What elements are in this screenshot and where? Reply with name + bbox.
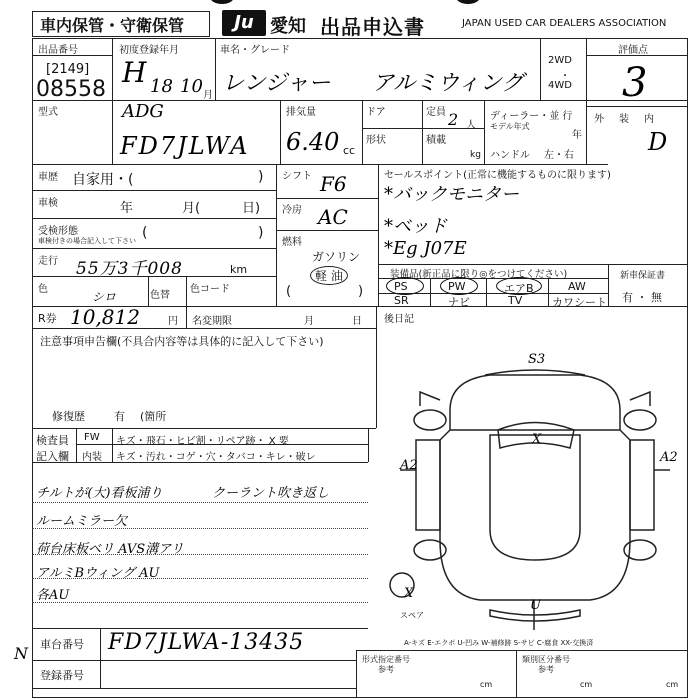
remark-4: アルミBウィング AU xyxy=(36,566,160,581)
history-label: 車歴 xyxy=(38,172,58,183)
wheel-rl xyxy=(414,540,446,560)
model-prefix: ADG xyxy=(122,101,164,122)
sales-point-1: *バックモニター xyxy=(384,184,519,205)
logo-mark-text: Ju xyxy=(234,12,254,33)
exterior-label: 外 xyxy=(594,114,604,125)
remark-right: クーラント吹き返し xyxy=(212,486,330,501)
inspection-month: 月( xyxy=(182,201,201,216)
model-code: FD7JLWA xyxy=(120,132,250,160)
recycle-label: 受検形態 xyxy=(38,226,78,237)
r-label: R券 xyxy=(38,312,57,325)
reg-label: 登録番号 xyxy=(40,669,84,682)
chassis-value: FD7JLWA-13435 xyxy=(108,630,305,655)
sales-point-3: *Eg J07E xyxy=(384,238,467,259)
load-label: 積載 xyxy=(426,135,446,146)
model-year-unit: 年 xyxy=(572,130,582,141)
equip-sr: SR xyxy=(394,294,409,307)
equip-navi: ナビ xyxy=(448,296,470,309)
change-month: 月 xyxy=(304,316,314,327)
handle-options: 左・右 xyxy=(544,150,574,161)
fuel-label: 燃料 xyxy=(282,237,302,248)
color-code-label: 色コード xyxy=(190,284,230,295)
inspection-year: 年 xyxy=(120,201,134,216)
dim-2: cm xyxy=(580,680,593,689)
score-label: 評価点 xyxy=(618,45,648,56)
side-panel-right xyxy=(630,440,654,530)
storage-label: 車内保管・守衛保管 xyxy=(40,16,185,35)
repair-value: 有 xyxy=(114,410,125,423)
lot-label: 出品番号 xyxy=(38,45,78,56)
color-value: シロ xyxy=(92,290,117,304)
damage-right: A2 xyxy=(660,450,678,465)
r-value: 10,812 xyxy=(70,305,140,329)
color-label: 色 xyxy=(38,284,48,295)
equip-leather: カワシート xyxy=(552,296,607,309)
dealer-label: ディーラー・並 行 xyxy=(490,111,573,122)
side-panel-left xyxy=(416,440,440,530)
fw-items: キズ・飛石・ヒビ割・リペア跡・ X 要 xyxy=(116,436,289,447)
damage-left: A2 xyxy=(400,458,418,473)
inspection-day: 日) xyxy=(242,201,261,216)
shape-label: 形状 xyxy=(366,135,386,146)
class-sub: 参考 xyxy=(538,665,554,674)
score-value: 3 xyxy=(622,60,648,106)
wheel-fl xyxy=(414,410,446,430)
body-outline xyxy=(440,430,630,600)
damage-top: S3 xyxy=(528,352,546,367)
displacement-value: 6.40 xyxy=(286,128,340,156)
circle-airbag xyxy=(496,277,542,295)
shift-value: F6 xyxy=(320,172,347,196)
lot-bracket: [2149] xyxy=(46,62,90,77)
mileage-label: 走行 xyxy=(38,256,58,267)
logo-mark xyxy=(222,10,266,36)
history-close: ) xyxy=(258,169,264,185)
repair-label: 修復歴 xyxy=(52,410,85,423)
interior-label: 装 xyxy=(619,114,629,125)
repair-place: (箇所 xyxy=(140,410,167,423)
capacity-unit: 人 xyxy=(466,120,476,131)
damage-bottom: U xyxy=(530,598,541,613)
damage-legend: A-キズ E-エクボ U-凹み W-補修跡 S-サビ C-腐食 XX-交換済 xyxy=(404,639,594,647)
displacement-label: 排気量 xyxy=(286,107,316,118)
circle-pw xyxy=(440,277,478,295)
remark-1: チルトが(大)看板浦り xyxy=(36,486,163,501)
model-cert-sub: 参考 xyxy=(378,665,394,674)
recycle-paren-close: ) xyxy=(258,225,264,241)
mileage-unit: km xyxy=(230,263,248,276)
interior-points-label: 内 xyxy=(644,114,654,125)
bed-outline xyxy=(490,435,580,560)
first-reg-year: 18 xyxy=(150,76,173,97)
first-reg-label: 初度登録年月 xyxy=(119,45,179,56)
class-label: 類別区分番号 xyxy=(522,655,570,664)
color-change-label: 色替 xyxy=(150,290,170,301)
handle-label: ハンドル xyxy=(490,150,530,161)
sales-point-2: *ベッド xyxy=(384,216,447,237)
logo-text: 愛知 xyxy=(270,16,306,37)
fuel-paren-close: ) xyxy=(358,284,364,299)
first-reg-month: 10 xyxy=(180,76,203,97)
ac-label: 冷房 xyxy=(282,205,302,216)
equip-tv: TV xyxy=(508,294,523,307)
change-day: 日 xyxy=(352,316,362,327)
association-name: JAPAN USED CAR DEALERS ASSOCIATION xyxy=(462,18,667,29)
punch-hole-left xyxy=(210,0,234,4)
equip-ps: PS xyxy=(394,280,408,293)
model-label: 型式 xyxy=(38,107,58,118)
load-unit: kg xyxy=(470,150,481,160)
inspector-label-2: 記入欄 xyxy=(36,450,69,463)
lot-number: 08558 xyxy=(36,77,106,102)
int-label: 内装 xyxy=(82,452,102,463)
capacity-value: 2 xyxy=(448,110,459,129)
remark-2: ルームミラー欠 xyxy=(36,514,128,529)
warranty-label: 新車保証書 xyxy=(620,271,666,281)
side-mark: N xyxy=(14,644,28,663)
r-unit: 円 xyxy=(168,316,178,327)
ac-value: AC xyxy=(318,205,348,229)
notes-title: 注意事項申告欄(不具合内容等は具体的に記入して下さい) xyxy=(40,335,324,348)
first-reg-unit: 月 xyxy=(203,90,213,101)
equip-aw: AW xyxy=(568,280,586,293)
fuel-value: ガソリン xyxy=(312,250,361,264)
interior-score: D xyxy=(648,128,668,156)
damage-center: X xyxy=(532,432,542,447)
drive-4wd: 4WD xyxy=(548,80,572,91)
mirror-left xyxy=(420,392,440,406)
model-year-label: モデル年式 xyxy=(490,122,530,131)
equip-pw: PW xyxy=(448,280,466,293)
sales-points-title: セールスポイント(正常に機能するものに限ります) xyxy=(384,170,611,181)
equip-airbag: エアB xyxy=(504,282,534,295)
dim-1: cm xyxy=(480,680,493,689)
int-items: キズ・汚れ・コゲ・穴・タバコ・キレ・破レ xyxy=(116,452,316,463)
car-diagram xyxy=(380,340,688,640)
circle-ps xyxy=(386,277,424,295)
punch-hole-right xyxy=(456,0,480,4)
fuel-paren-open: ( xyxy=(286,284,292,299)
equipment-title: 装備品(新正品に限り◎をつけてください) xyxy=(390,269,568,280)
remark-5: 各AU xyxy=(36,588,70,603)
wheel-rr xyxy=(624,540,656,560)
recycle-paren-open: ( xyxy=(142,225,148,241)
dim-3: cm xyxy=(666,680,679,689)
first-reg-era: H xyxy=(122,56,147,89)
displacement-unit: cc xyxy=(343,144,356,157)
shift-label: シフト xyxy=(282,171,312,182)
wheel-fr xyxy=(624,410,656,430)
capacity-label: 定員 xyxy=(426,107,446,118)
drive-dot: ・ xyxy=(560,71,570,82)
inspection-label: 車検 xyxy=(38,198,58,209)
rear-label: 後日記 xyxy=(384,314,414,325)
drive-2wd: 2WD xyxy=(548,55,572,66)
car-name: レンジャー xyxy=(222,71,331,96)
form-title: 出品申込書 xyxy=(320,15,425,39)
spare-label: スペア xyxy=(400,611,424,620)
model-cert-label: 形式指定番号 xyxy=(362,655,410,664)
mirror-right xyxy=(630,392,650,406)
chassis-label: 車台番号 xyxy=(40,638,84,651)
history-value: 自家用・( xyxy=(72,172,134,188)
warranty-options: 有 ・ 無 xyxy=(622,291,662,304)
car-name-label: 車名・グレード xyxy=(220,45,290,56)
fw-label: FW xyxy=(84,432,100,443)
spare-mark: X xyxy=(404,586,414,601)
mileage-value: 55万3千008 xyxy=(76,259,183,279)
car-grade: アルミウィング xyxy=(372,71,524,96)
recycle-sub: 車検付きの場合記入して下さい xyxy=(38,237,136,245)
fuel-light: 軽 油 xyxy=(310,266,348,285)
inspector-label-1: 検査員 xyxy=(36,434,69,447)
remark-3: 荷台床板ベリ AVS溝アリ xyxy=(36,542,184,557)
door-label: ドア xyxy=(366,107,386,118)
change-label: 名変期限 xyxy=(192,316,232,327)
